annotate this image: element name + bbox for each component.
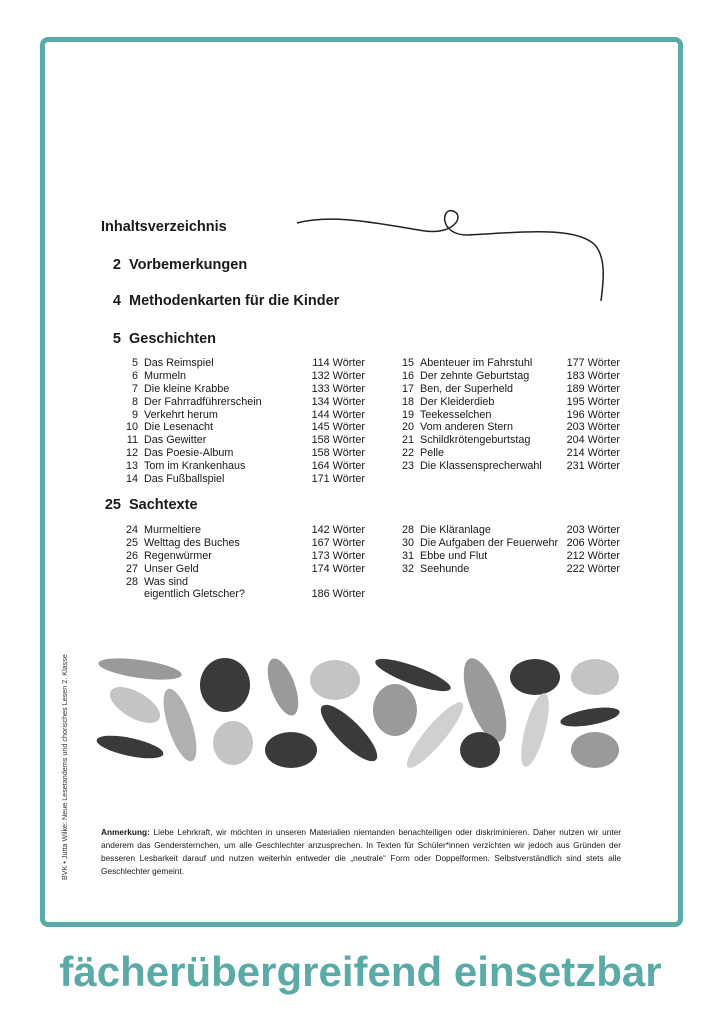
toc-entry[interactable]: [120, 576, 365, 589]
entry-number: 25: [125, 536, 138, 549]
entry-number: 19: [401, 408, 414, 421]
entry-word-count: 196 Wörter: [566, 408, 620, 421]
entry-number: 26: [125, 549, 138, 562]
entry-title: Vom anderen Stern: [420, 421, 514, 434]
note-text: Liebe Lehrkraft, wir möchten in unseren Materialien niemanden benachteiligen oder diskriminieren. Daher nutzen wir unter anderem das Gendersternchen, um alle Geschlechter anzusprechen. In Texten für Schüler*innen verzichten wir jedoch aus Gründen der besseren Lesbarkeit darauf und nutzen weiterhin entweder die „neutrale“ Form oder Doppelformen. Selbstverständlich sind stets alle Geschlechter gemeint.: [101, 827, 621, 876]
toc-entry[interactable]: [396, 460, 620, 473]
toc-entry[interactable]: [120, 588, 365, 601]
bottom-banner: fächerübergreifend einsetzbar: [59, 948, 662, 995]
entry-title: Schildkrötengeburtstag: [420, 434, 531, 447]
entry-title: Tom im Krankenhaus: [144, 460, 246, 473]
entry-word-count: 189 Wörter: [566, 382, 620, 395]
entry-word-count: 186 Wörter: [311, 588, 365, 601]
toc-entry[interactable]: [120, 524, 365, 537]
entry-word-count: 231 Wörter: [566, 460, 620, 473]
entry-title: Die Aufgaben der Feuerwehr: [420, 536, 559, 549]
entry-word-count: 158 Wörter: [311, 434, 365, 447]
entry-word-count: 204 Wörter: [566, 434, 620, 447]
toc-entry[interactable]: [396, 447, 620, 460]
toc-entry[interactable]: [396, 563, 620, 576]
toc-entry[interactable]: [120, 409, 365, 422]
entry-word-count: 195 Wörter: [566, 395, 620, 408]
entry-number: 27: [125, 562, 138, 575]
entry-word-count: 203 Wörter: [566, 421, 620, 434]
toc-entry[interactable]: [396, 434, 620, 447]
entry-word-count: 174 Wörter: [311, 562, 365, 575]
tropical-leaves-illustration: [95, 655, 625, 775]
entry-number: 9: [131, 408, 138, 421]
note-paragraph: [101, 826, 621, 878]
toc-heading: Inhaltsverzeichnis: [101, 219, 227, 235]
entry-title: Pelle: [420, 447, 445, 460]
decorative-curl: [295, 205, 615, 305]
toc-entry[interactable]: [120, 550, 365, 563]
toc-entry[interactable]: [396, 537, 620, 550]
entry-number: 13: [125, 460, 138, 473]
entry-title: Regenwürmer: [144, 549, 212, 562]
section-methodenkarten[interactable]: 4 Methodenkarten für die Kinder: [112, 293, 340, 309]
entry-title: Seehunde: [420, 562, 470, 575]
toc-entry[interactable]: [120, 396, 365, 409]
entry-word-count: 173 Wörter: [311, 549, 365, 562]
entry-number: 6: [131, 369, 138, 382]
entry-title: Die Kläranlage: [420, 524, 491, 536]
entry-number: 28: [401, 524, 414, 536]
entry-title: Das Gewitter: [144, 434, 207, 447]
entry-number: 20: [401, 421, 414, 434]
entry-word-count: 167 Wörter: [311, 536, 365, 549]
sachtexte-list-right: [396, 524, 620, 576]
side-credit: BVK • Jutta Wilke: Neue Lesetandems und chorisches Lesen 2. Klasse: [60, 654, 69, 880]
entry-title: Welttag des Buches: [144, 536, 240, 549]
entry-word-count: 212 Wörter: [566, 549, 620, 562]
toc-entry[interactable]: [120, 383, 365, 396]
entry-number: 17: [401, 382, 414, 395]
entry-title: Das Fußballspiel: [144, 473, 225, 486]
entry-number: 31: [401, 549, 414, 562]
toc-entry[interactable]: [396, 357, 620, 370]
entry-number: 16: [401, 369, 414, 382]
entry-number: 12: [125, 447, 138, 460]
toc-entry[interactable]: [396, 370, 620, 383]
section-geschichten[interactable]: 5 Geschichten: [112, 331, 217, 347]
entry-title: Die Klassensprecherwahl: [420, 460, 542, 473]
entry-word-count: 133 Wörter: [311, 382, 365, 395]
entry-title: Teekesselchen: [420, 408, 492, 421]
entry-number: 24: [125, 524, 138, 536]
toc-entry[interactable]: [120, 357, 365, 370]
entry-number: 28: [125, 575, 138, 588]
toc-entry[interactable]: [120, 447, 365, 460]
entry-title: Der Fahrradführerschein: [144, 395, 262, 408]
toc-entry[interactable]: [120, 460, 365, 473]
entry-word-count: 158 Wörter: [311, 447, 365, 460]
geschichten-list-right: [396, 357, 620, 473]
entry-title: Das Poesie-Album: [144, 447, 234, 460]
sachtexte-list-left: [120, 524, 365, 601]
entry-title: Murmeln: [144, 369, 186, 382]
entry-word-count: 114 Wörter: [312, 357, 365, 369]
entry-word-count: 214 Wörter: [566, 447, 620, 460]
entry-number: 15: [401, 357, 414, 369]
entry-word-count: 183 Wörter: [566, 369, 620, 382]
entry-title: Die Lesenacht: [144, 421, 214, 434]
entry-title: Der zehnte Geburtstag: [420, 369, 530, 382]
toc-entry[interactable]: [396, 524, 620, 537]
entry-title: Unser Geld: [144, 562, 199, 575]
entry-title: Ben, der Superheld: [420, 382, 514, 395]
toc-entry[interactable]: [120, 473, 365, 486]
entry-number: 22: [401, 447, 414, 460]
entry-word-count: 142 Wörter: [311, 524, 365, 536]
entry-word-count: 206 Wörter: [566, 536, 620, 549]
entry-word-count: 164 Wörter: [311, 460, 365, 473]
entry-word-count: 132 Wörter: [311, 369, 365, 382]
entry-word-count: 177 Wörter: [566, 357, 620, 369]
geschichten-list-left: [120, 357, 365, 486]
entry-title: Die kleine Krabbe: [144, 382, 230, 395]
toc-entry[interactable]: [396, 383, 620, 396]
toc-entry[interactable]: [120, 370, 365, 383]
entry-title: Murmeltiere: [144, 524, 201, 536]
entry-word-count: 134 Wörter: [311, 395, 365, 408]
entry-number: 5: [131, 357, 138, 369]
toc-entry[interactable]: [396, 409, 620, 422]
entry-title: Verkehrt herum: [144, 408, 218, 421]
entry-number: 21: [401, 434, 414, 447]
entry-word-count: 144 Wörter: [311, 408, 365, 421]
entry-number: 30: [401, 536, 414, 549]
entry-word-count: 222 Wörter: [566, 562, 620, 575]
entry-number: 23: [401, 460, 414, 473]
entry-title: Was sind: [144, 575, 188, 588]
entry-number: 8: [131, 395, 138, 408]
entry-word-count: 171 Wörter: [311, 473, 365, 486]
entry-title: Der Kleiderdieb: [420, 395, 495, 408]
note-label: Anmerkung:: [101, 827, 150, 837]
entry-number: 10: [125, 421, 138, 434]
entry-word-count: 145 Wörter: [311, 421, 365, 434]
entry-title: Das Reimspiel: [144, 357, 214, 369]
toc-entry[interactable]: [396, 550, 620, 563]
entry-title: Abenteuer im Fahrstuhl: [420, 357, 533, 369]
toc-entry[interactable]: [120, 563, 365, 576]
entry-number: 7: [131, 382, 138, 395]
section-sachtexte[interactable]: 25 Sachtexte: [104, 497, 198, 513]
entry-number: 14: [125, 473, 138, 486]
entry-title: eigentlich Gletscher?: [144, 588, 245, 601]
toc-entry[interactable]: [120, 434, 365, 447]
entry-title: Ebbe und Flut: [420, 549, 488, 562]
entry-number: 11: [126, 434, 138, 447]
entry-word-count: 203 Wörter: [566, 524, 620, 536]
toc-entry[interactable]: [120, 537, 365, 550]
entry-number: 32: [401, 562, 414, 575]
section-vorbemerkungen[interactable]: 2 Vorbemerkungen: [112, 257, 248, 273]
entry-number: 18: [401, 395, 414, 408]
toc-entry[interactable]: [120, 421, 365, 434]
toc-entry[interactable]: [396, 421, 620, 434]
toc-entry[interactable]: [396, 396, 620, 409]
